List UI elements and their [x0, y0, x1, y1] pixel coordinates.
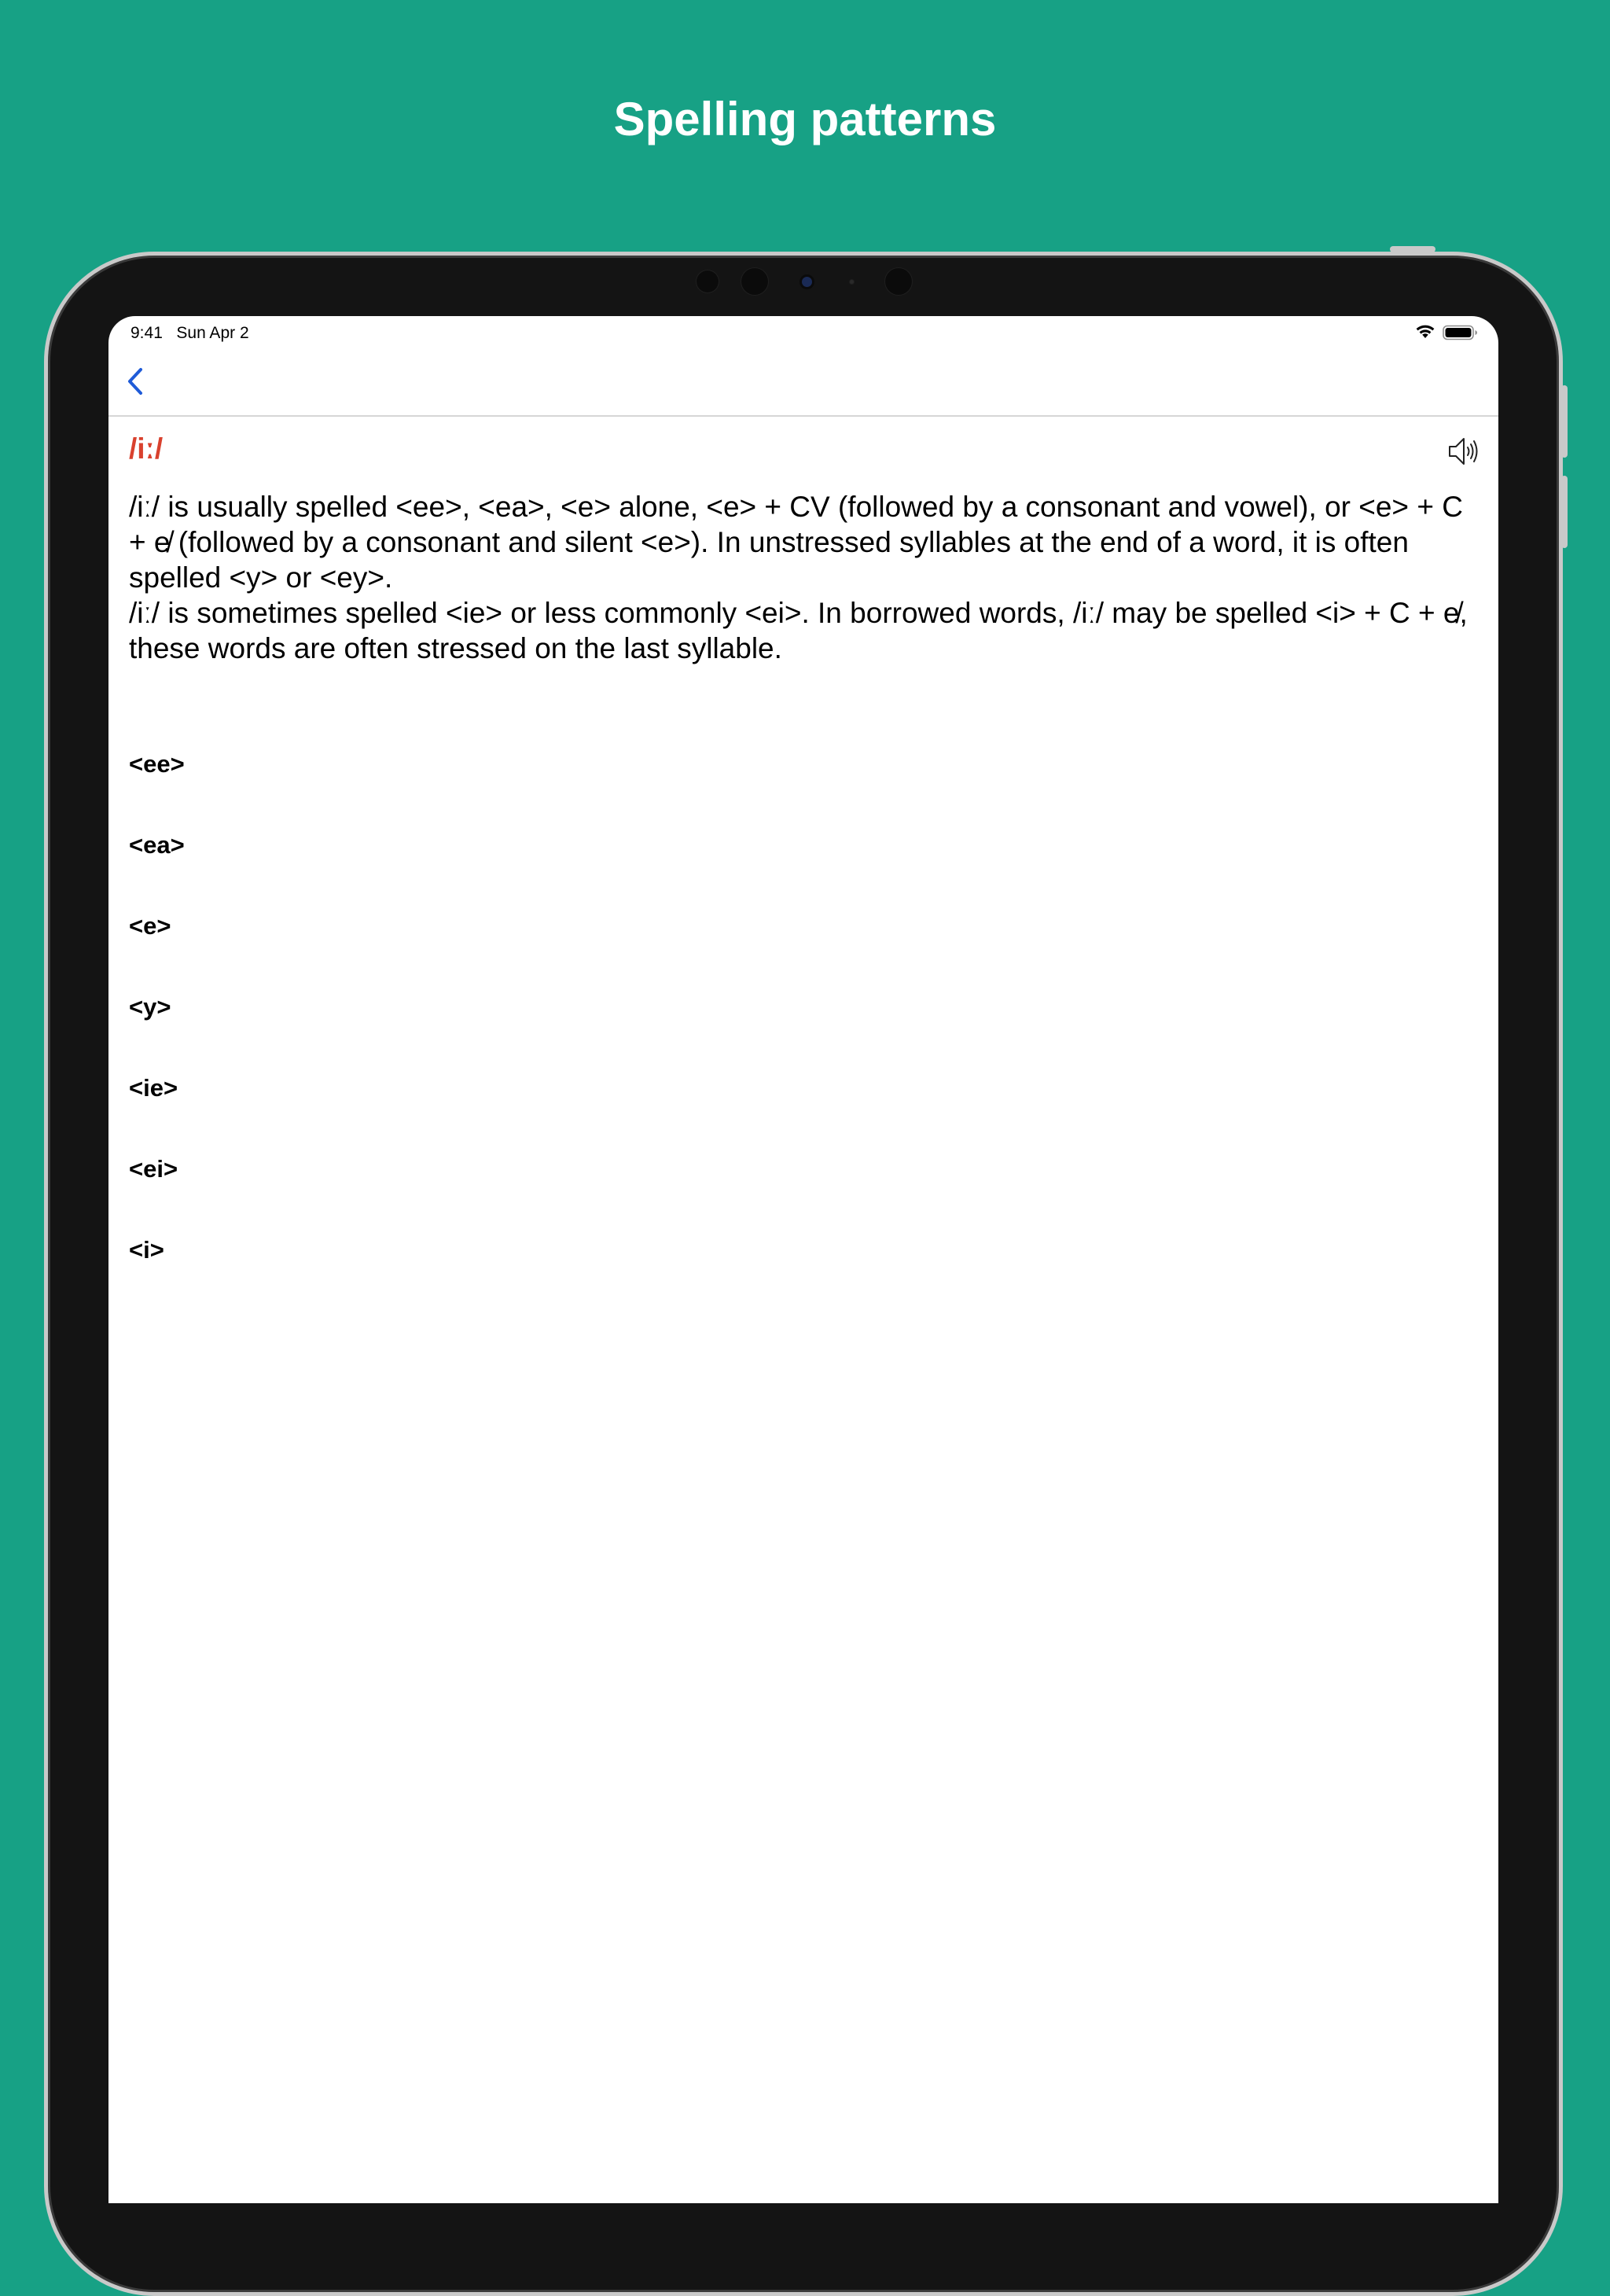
pattern-item-ie[interactable]: <ie>	[129, 1074, 178, 1102]
front-camera	[802, 277, 812, 287]
pattern-item-ea[interactable]: <ea>	[129, 831, 185, 859]
pattern-item-e[interactable]: <e>	[129, 912, 171, 940]
status-bar	[108, 316, 1498, 348]
chevron-left-icon[interactable]	[119, 362, 154, 401]
description-paragraph: /iː/ is usually spelled <ee>, <ea>, <e> alone, <e> + CV (followed by a consonant and vowel), or <e> + C + e̸ (followed by a consonant and silent <e>). In unstressed syllables at the end of a word, it is often spelled <y> or <ey>.	[129, 491, 1463, 594]
description-paragraph: /iː/ is sometimes spelled <ie> or less commonly <ei>. In borrowed words, /iː/ may be spelled <i> + C + e̸, these words are often stressed on the last syllable.	[129, 597, 1468, 664]
wifi-icon	[1415, 324, 1435, 340]
speaker-icon[interactable]	[1446, 434, 1481, 469]
pattern-item-y[interactable]: <y>	[129, 993, 171, 1021]
status-time	[130, 324, 249, 343]
volume-up-button	[1561, 385, 1568, 458]
navigation-bar	[108, 348, 1498, 417]
spelling-pattern-list	[129, 723, 1478, 1290]
status-date: Sun Apr 2	[176, 324, 249, 342]
top-button	[1390, 246, 1435, 252]
battery-icon	[1443, 325, 1479, 340]
pattern-item-i[interactable]: <i>	[129, 1236, 164, 1264]
sensor-dot	[885, 268, 912, 295]
pattern-item-ee[interactable]: <ee>	[129, 750, 185, 778]
page-headline: Spelling patterns	[613, 93, 997, 145]
phoneme-title: /iː/	[129, 432, 164, 465]
phoneme-description	[129, 489, 1478, 666]
sensor-dot	[741, 268, 768, 295]
volume-down-button	[1561, 476, 1568, 548]
sensor-dot	[697, 270, 719, 293]
sensor-dot	[850, 280, 854, 284]
pattern-item-ei[interactable]: <ei>	[129, 1155, 178, 1183]
app-screen	[108, 316, 1498, 2203]
status-clock: 9:41	[130, 324, 163, 342]
